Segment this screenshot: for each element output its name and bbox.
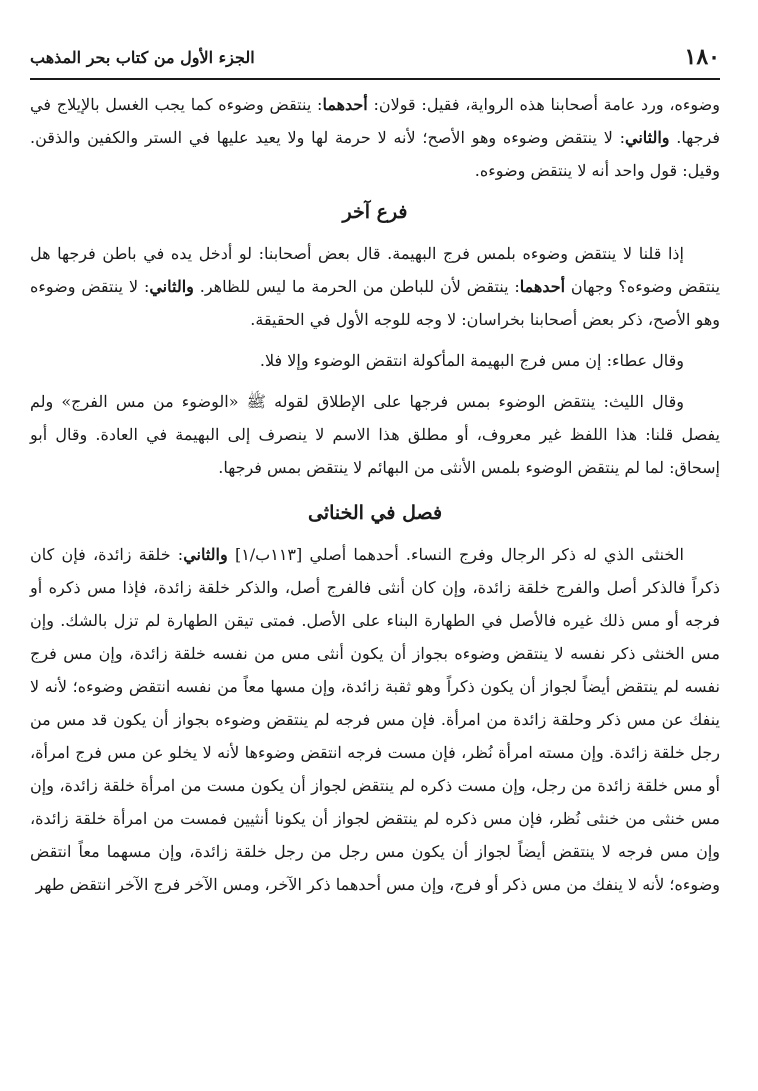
header-divider (30, 78, 720, 80)
paragraph-khuntha: الخنثى الذي له ذكر الرجال وفرج النساء. أحدهما أصلي [١١٣ب/١] والثاني: خلقة زائدة، فإن كان ذكراً فالذكر أصل والفرج خلقة زائدة، وإن كان أنثى فالفرج أصل، والذكر خلقة زائدة، فإذا مس ذكره أو فرجه أو مس ذلك غيره فالأصل في الطهارة البناء على الأصل. فمتى تيقن الطهارة لم تزل بالشك. وإن مس الخنثى ذكر نفسه لا ينتقض وضوءه بجواز أن يكون أنثى مس من نفسه خلقة زائدة، وإن مس فرج نفسه لم ينتقض أيضاً لجواز أن يكون ذكراً وهو ثقبة زائدة، وإن مسها معاً من نفسه انتقض وضوءه؛ لأنه لا ينفك عن مس ذكر وحلقة زائدة من امرأة. فإن مس فرجه لم ينتقض وضوءه بجواز أن يكون قد مس من رجل خلقة زائدة. وإن مسته امرأة نُظر، فإن مست فرجه انتقض وضوءها لأنه لا يخلو عن مس فرج امرأة، أو مس خلقة زائدة من رجل، وإن مست ذكره لم ينتقض لجواز أن يكون مست من امرأة خلقة زائدة، وإن مس خنثى من خنثى نُظر، فإن مس ذكره لم ينتقض لجواز أن يكونا أنثيين فمست من امرأة خلقة زائدة، وإن مس فرجه لا ينتقض أيضاً لجواز أن يكون مس رجل من رجل خلقة زائدة، وإن مسهما معاً انتقض وضوءه؛ لأنه لا ينفك من مس ذكر أو فرج، وإن مس أحدهما ذكر الآخر، ومس الآخر فرج الآخر انتقض طهر (30, 545, 721, 894)
page-header (30, 42, 720, 76)
paragraph-layth: وقال الليث: ينتقض الوضوء بمس فرجها على الإطلاق لقوله ﷺ «الوضوء من مس الفرج» ولم يفصل قلنا: هذا اللفظ غير معروف، أو مطلق هذا الاسم لا ينصرف إلى البهيمة في العادة. وقال أبو إسحاق: لما لم ينتقض الوضوء بلمس الأنثى من البهائم لا ينتقض بمس فرجها. (30, 392, 720, 477)
paragraph-far-akhar-1: إذا قلنا لا ينتقض وضوءه بلمس فرج البهيمة. قال بعض أصحابنا: لو أدخل يده في باطن فرجها هل ينتقض وضوءه؟ وجهان أحدهما: ينتقض لأن للباطن من الحرمة ما ليس للظاهر. والثاني: لا ينتقض وضوءه وهو الأصح، ذكر بعض أصحابنا بخراسان: لا وجه للوجه الأول في الحقيقة. (30, 244, 721, 329)
paragraph-ata: وقال عطاء: إن مس فرج البهيمة المأكولة انتقض الوضوء وإلا فلا. (259, 351, 684, 370)
section-heading-khuntha: فصل في الخناثى (307, 502, 443, 524)
book-title: الجزء الأول من كتاب بحر المذهب (30, 48, 255, 67)
page-number: ١٨٠ (684, 44, 720, 70)
section-heading-far-akhar: فرع آخر (342, 201, 408, 223)
page-body (30, 88, 720, 901)
intro-paragraph: وضوءه، ورد عامة أصحابنا هذه الرواية، فقيل: قولان: أحدهما: ينتقض وضوءه كما يجب الغسل بالإيلاج في فرجها. والثاني: لا ينتقض وضوءه وهو الأصح؛ لأنه لا حرمة لها ولا يعيد عليها في الستر والكفين والذقن. وقيل: قول واحد أنه لا ينتقض وضوءه. (30, 95, 720, 180)
